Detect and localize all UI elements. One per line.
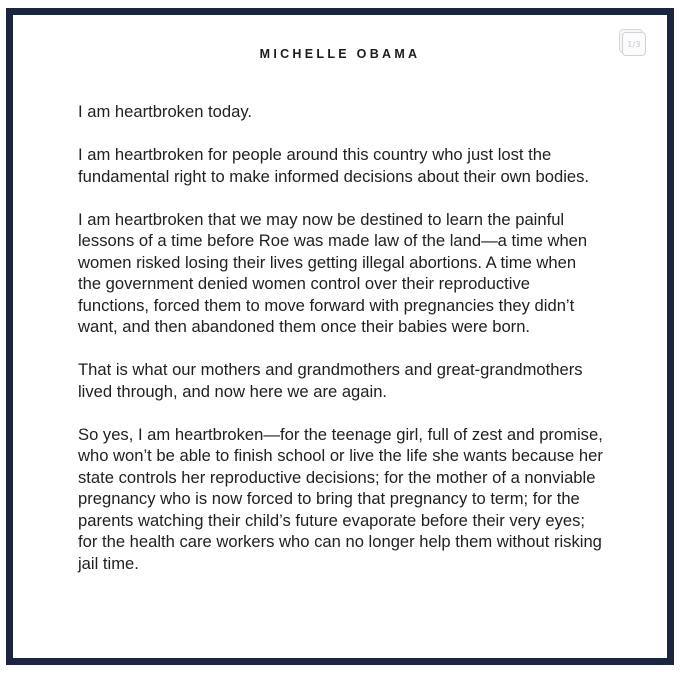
statement-card [6,8,674,665]
paragraph-4: That is what our mothers and grandmothers and great-grandmothers lived through, and now here we are again. [78,360,583,401]
statement-body [78,101,603,596]
slide-count: 1/3 [627,39,641,49]
paragraph-1: I am heartbroken today. [78,102,253,121]
paragraph-5: So yes, I am heartbroken—for the teenage girl, full of zest and promise, who won’t be able to finish school or live the life she wants because her state controls her reproductive decisions; for the mother of a nonviable pregnancy who is now forced to bring that pregnancy to term; for the parents watching their child’s future evaporate before their very eyes; for the health care workers who can no longer help them without risking jail time. [78,424,603,573]
paragraph-2: I am heartbroken for people around this country who just lost the fundamental right to make informed decisions about their own bodies. [78,145,590,186]
author-name: MICHELLE OBAMA [259,47,421,61]
paragraph-3: I am heartbroken that we may now be destined to learn the painful lessons of a time before Roe was made law of the land—a time when women risked losing their lives getting illegal abortions. A time when the government denied women control over their reproductive functions, forced them to move forward with pregnancies they didn’t want, and then abandoned them once their babies were born. [78,209,588,336]
